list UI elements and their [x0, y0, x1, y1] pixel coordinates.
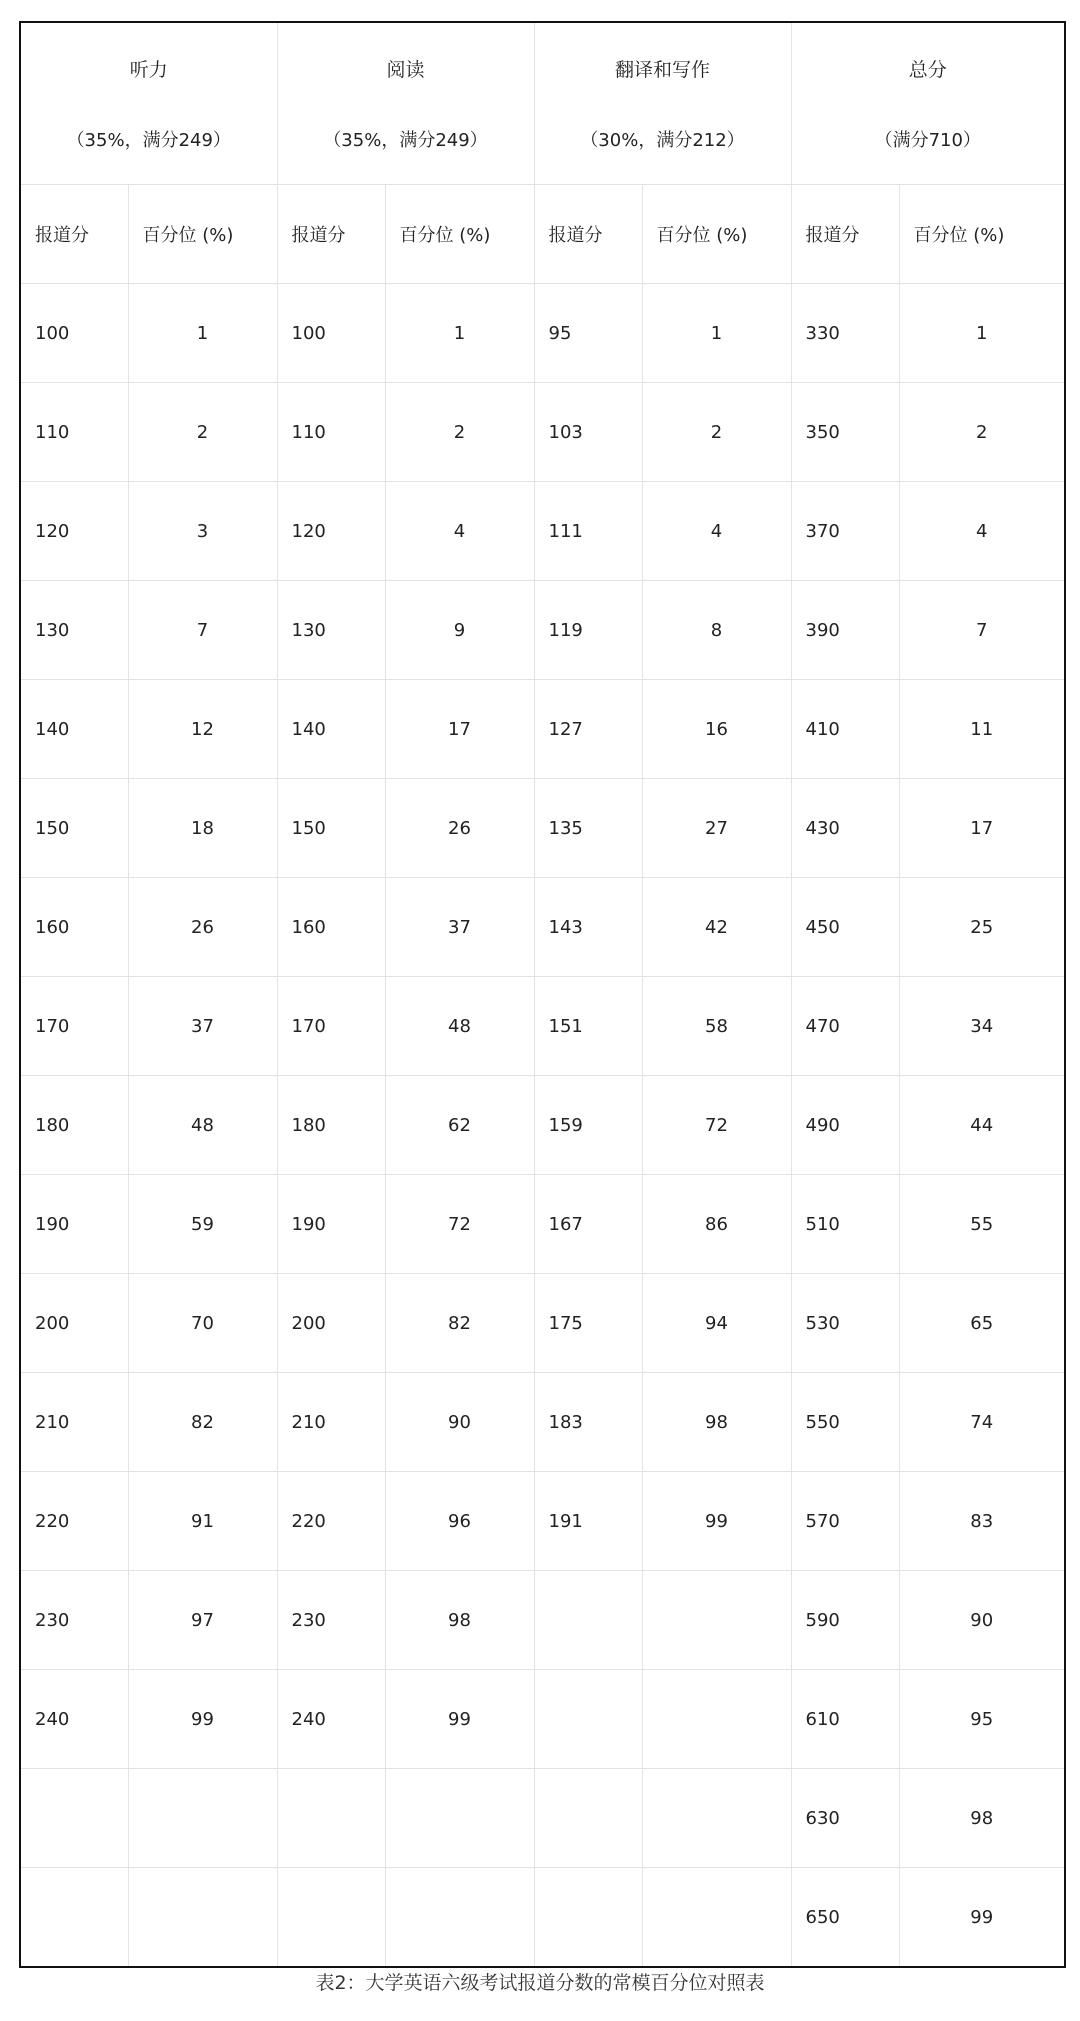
section-subtitle: （35%，满分249）: [323, 130, 488, 151]
column-header-score: 报道分: [791, 185, 899, 284]
score-cell: [534, 1868, 642, 1968]
score-cell: [277, 1769, 385, 1868]
percentile-cell: 74: [899, 1373, 1065, 1472]
percentile-cell: 7: [899, 581, 1065, 680]
column-header-score: 报道分: [534, 185, 642, 284]
percentile-cell: 59: [128, 1175, 277, 1274]
score-cell: 190: [20, 1175, 128, 1274]
table-row: [20, 581, 1065, 680]
score-cell: 143: [534, 878, 642, 977]
section-subtitle: （30%，满分212）: [580, 130, 745, 151]
table-caption: 表2：大学英语六级考试报道分数的常模百分位对照表: [315, 1972, 765, 1994]
section-header-row: [20, 22, 1065, 185]
percentile-cell: 42: [642, 878, 791, 977]
percentile-cell: 11: [899, 680, 1065, 779]
score-cell: 100: [20, 284, 128, 383]
column-header-percentile: 百分位 (%): [642, 185, 791, 284]
percentile-cell: [128, 1769, 277, 1868]
score-cell: 130: [20, 581, 128, 680]
score-cell: [534, 1769, 642, 1868]
percentile-cell: 48: [128, 1076, 277, 1175]
percentile-cell: [385, 1769, 534, 1868]
score-cell: [534, 1571, 642, 1670]
percentile-cell: 12: [128, 680, 277, 779]
percentile-cell: 72: [385, 1175, 534, 1274]
column-header-score: 报道分: [277, 185, 385, 284]
table-row: [20, 1868, 1065, 1968]
percentile-cell: 2: [899, 383, 1065, 482]
percentile-cell: 62: [385, 1076, 534, 1175]
percentile-cell: 99: [899, 1868, 1065, 1968]
percentile-cell: 4: [642, 482, 791, 581]
section-title: 听力: [129, 59, 168, 81]
score-cell: 150: [277, 779, 385, 878]
percentile-cell: 2: [642, 383, 791, 482]
score-cell: 95: [534, 284, 642, 383]
table-row: [20, 1076, 1065, 1175]
percentile-cell: 91: [128, 1472, 277, 1571]
percentile-cell: 3: [128, 482, 277, 581]
column-header-percentile: 百分位 (%): [385, 185, 534, 284]
score-cell: 130: [277, 581, 385, 680]
percentile-cell: 18: [128, 779, 277, 878]
score-cell: 650: [791, 1868, 899, 1968]
score-cell: 140: [277, 680, 385, 779]
percentile-cell: [642, 1868, 791, 1968]
table-row: [20, 680, 1065, 779]
percentile-cell: 90: [385, 1373, 534, 1472]
score-cell: 110: [277, 383, 385, 482]
score-cell: 350: [791, 383, 899, 482]
score-percentile-table: [19, 21, 1066, 1968]
score-cell: 490: [791, 1076, 899, 1175]
score-cell: 180: [20, 1076, 128, 1175]
score-cell: 160: [277, 878, 385, 977]
score-cell: 190: [277, 1175, 385, 1274]
percentile-cell: 86: [642, 1175, 791, 1274]
score-cell: 160: [20, 878, 128, 977]
percentile-cell: 25: [899, 878, 1065, 977]
score-cell: 450: [791, 878, 899, 977]
table-row: [20, 1571, 1065, 1670]
table-row: [20, 779, 1065, 878]
score-cell: 330: [791, 284, 899, 383]
score-cell: 510: [791, 1175, 899, 1274]
score-cell: 550: [791, 1373, 899, 1472]
table-row: [20, 1472, 1065, 1571]
percentile-cell: 72: [642, 1076, 791, 1175]
table-row: [20, 1373, 1065, 1472]
score-cell: 630: [791, 1769, 899, 1868]
score-cell: 120: [277, 482, 385, 581]
score-cell: 370: [791, 482, 899, 581]
percentile-cell: [642, 1571, 791, 1670]
table-row: [20, 1670, 1065, 1769]
score-cell: 240: [277, 1670, 385, 1769]
section-header-translation-writing: [534, 22, 791, 185]
percentile-cell: 95: [899, 1670, 1065, 1769]
percentile-cell: [642, 1769, 791, 1868]
section-header-reading: [277, 22, 534, 185]
score-cell: 119: [534, 581, 642, 680]
score-cell: 200: [20, 1274, 128, 1373]
percentile-cell: 58: [642, 977, 791, 1076]
percentile-cell: 82: [385, 1274, 534, 1373]
section-subtitle: （35%，满分249）: [66, 130, 231, 151]
percentile-cell: 65: [899, 1274, 1065, 1373]
table-row: [20, 284, 1065, 383]
column-header-row: [20, 185, 1065, 284]
percentile-cell: 94: [642, 1274, 791, 1373]
percentile-cell: 37: [385, 878, 534, 977]
score-cell: 240: [20, 1670, 128, 1769]
percentile-cell: 48: [385, 977, 534, 1076]
percentile-cell: 98: [385, 1571, 534, 1670]
score-cell: 220: [20, 1472, 128, 1571]
score-cell: [20, 1769, 128, 1868]
percentile-cell: [642, 1670, 791, 1769]
percentile-cell: 99: [128, 1670, 277, 1769]
score-cell: 610: [791, 1670, 899, 1769]
column-header-percentile: 百分位 (%): [899, 185, 1065, 284]
score-cell: 390: [791, 581, 899, 680]
section-title: 总分: [908, 59, 947, 81]
score-cell: 430: [791, 779, 899, 878]
score-cell: 170: [277, 977, 385, 1076]
percentile-cell: 37: [128, 977, 277, 1076]
score-cell: 530: [791, 1274, 899, 1373]
table-row: [20, 1175, 1065, 1274]
section-title: 阅读: [386, 59, 425, 81]
score-cell: 180: [277, 1076, 385, 1175]
percentile-cell: 17: [385, 680, 534, 779]
section-header-total: [791, 22, 1065, 185]
score-cell: [20, 1868, 128, 1968]
percentile-cell: 98: [899, 1769, 1065, 1868]
percentile-cell: 97: [128, 1571, 277, 1670]
section-title: 翻译和写作: [614, 59, 710, 81]
score-cell: 175: [534, 1274, 642, 1373]
score-cell: 210: [20, 1373, 128, 1472]
score-cell: 150: [20, 779, 128, 878]
score-cell: 191: [534, 1472, 642, 1571]
percentile-cell: 2: [385, 383, 534, 482]
score-cell: 220: [277, 1472, 385, 1571]
percentile-cell: 44: [899, 1076, 1065, 1175]
score-cell: 110: [20, 383, 128, 482]
score-cell: 183: [534, 1373, 642, 1472]
percentile-cell: 34: [899, 977, 1065, 1076]
percentile-cell: 8: [642, 581, 791, 680]
percentile-cell: 82: [128, 1373, 277, 1472]
percentile-cell: 26: [385, 779, 534, 878]
column-header-percentile: 百分位 (%): [128, 185, 277, 284]
score-cell: 230: [277, 1571, 385, 1670]
score-cell: 210: [277, 1373, 385, 1472]
score-cell: 103: [534, 383, 642, 482]
percentile-cell: 90: [899, 1571, 1065, 1670]
score-cell: 167: [534, 1175, 642, 1274]
score-cell: [277, 1868, 385, 1968]
column-header-score: 报道分: [20, 185, 128, 284]
section-header-listening: [20, 22, 277, 185]
table-row: [20, 482, 1065, 581]
score-cell: 159: [534, 1076, 642, 1175]
score-cell: 590: [791, 1571, 899, 1670]
score-cell: [534, 1670, 642, 1769]
percentile-cell: 96: [385, 1472, 534, 1571]
percentile-cell: 16: [642, 680, 791, 779]
table-row: [20, 878, 1065, 977]
table-row: [20, 1274, 1065, 1373]
percentile-cell: 1: [642, 284, 791, 383]
percentile-cell: [128, 1868, 277, 1968]
score-cell: 135: [534, 779, 642, 878]
score-cell: 200: [277, 1274, 385, 1373]
table-row: [20, 1769, 1065, 1868]
percentile-cell: 26: [128, 878, 277, 977]
percentile-cell: 1: [899, 284, 1065, 383]
percentile-cell: 83: [899, 1472, 1065, 1571]
table-row: [20, 977, 1065, 1076]
score-cell: 127: [534, 680, 642, 779]
percentile-cell: 4: [385, 482, 534, 581]
percentile-cell: 55: [899, 1175, 1065, 1274]
score-cell: 470: [791, 977, 899, 1076]
percentile-cell: 4: [899, 482, 1065, 581]
score-cell: 120: [20, 482, 128, 581]
score-cell: 570: [791, 1472, 899, 1571]
score-cell: 100: [277, 284, 385, 383]
percentile-cell: 98: [642, 1373, 791, 1472]
percentile-cell: 1: [385, 284, 534, 383]
score-cell: 410: [791, 680, 899, 779]
percentile-cell: 2: [128, 383, 277, 482]
table-row: [20, 383, 1065, 482]
percentile-cell: 17: [899, 779, 1065, 878]
percentile-cell: 9: [385, 581, 534, 680]
percentile-cell: 99: [385, 1670, 534, 1769]
score-cell: 140: [20, 680, 128, 779]
percentile-cell: [385, 1868, 534, 1968]
percentile-cell: 70: [128, 1274, 277, 1373]
percentile-cell: 27: [642, 779, 791, 878]
score-cell: 111: [534, 482, 642, 581]
score-cell: 170: [20, 977, 128, 1076]
section-subtitle: （满分710）: [874, 130, 981, 151]
percentile-cell: 7: [128, 581, 277, 680]
score-cell: 151: [534, 977, 642, 1076]
percentile-cell: 1: [128, 284, 277, 383]
score-cell: 230: [20, 1571, 128, 1670]
percentile-cell: 99: [642, 1472, 791, 1571]
